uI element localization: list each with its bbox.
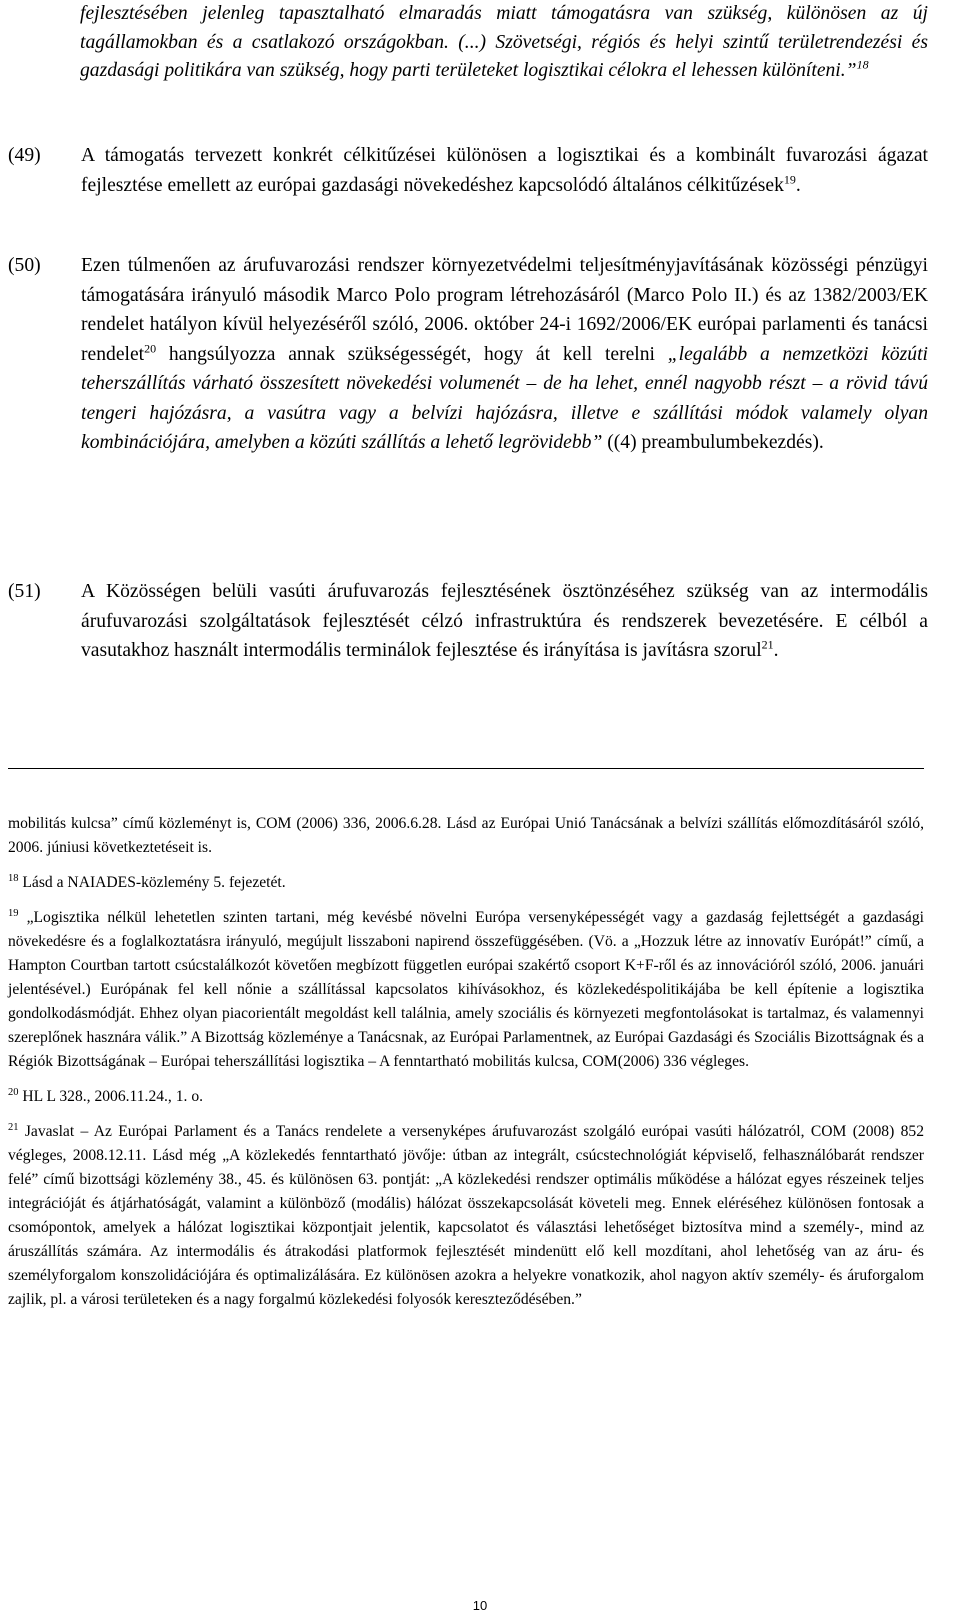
paragraph-50 [8, 251, 928, 458]
paragraph-text: A Közösségen belüli vasúti árufuvarozás fejlesztésének ösztönzéséhez szükség van az intermodális árufuvarozási szolgáltatások fejlesztését célzó infrastruktúra és rendszerek bevezetésére. E célból a vasutakhoz használt intermodális terminálok fejlesztése és irányítása is javításra szorul$^{21}$. [81, 581, 928, 661]
quote-continuation [80, 0, 928, 86]
paragraph-number: (50) [8, 255, 41, 276]
footnote-19: $^{19}$ „Logisztika nélkül lehetetlen szinten tartani, még kevésbé növelni Európa versenyképességét vagy a gazdaság fejlettségét a gazdasági növekedésre és a foglalkoztatásra irányuló, megújult lisszaboni napirend összefüggésében. (Vö. a „Hozzuk létre az innovatív Európát!” című, a Hampton Courtban tartott csúcstalálkozót követően megbízott független európai szakértő csoport K+F-ről és az innovációról szóló, 2006. januári jelentésével.) Európának fel kell nőnie a szállítással kapcsolatos kihívásokhoz, és közlekedéspolitikájába be kell építenie a logisztika gondolkodásmódját. Ehhez olyan piacorientált megoldást kell találnia, amely szociális és környezeti megfontolásokat is tartalmaz, és valamennyi szereplőnek hasznára válik.” A Bizottság közleménye a Tanácsnak, az Európai Parlamentnek, az Európai Gazdasági és Szociális Bizottságnak és a Régiók Bizottságának – Európai teherszállítási logisztika – A fenntartható mobilitás kulcsa, COM(2006) 336 végleges. [8, 907, 924, 1070]
footnote-ref[interactable]: 20 [144, 340, 157, 355]
footnotes [8, 812, 924, 1323]
footnote-18: $^{18}$ Lásd a NAIADES-közlemény 5. fejezetét. [8, 872, 286, 891]
footnote-20: $^{20}$ HL L 328., 2006.11.24., 1. o. [8, 1086, 204, 1105]
page-number: 10 [472, 1598, 488, 1613]
footnote-number: 21 [8, 1121, 19, 1133]
paragraph-text: Ezen túlmenően az árufuvarozási rendszer környezetvédelmi teljesítményjavításának közösségi pénzügyi támogatására irányuló második Marco Polo program létrehozásáról (Marco Polo II.) és az 1382/2003/EK rendelet hatályon kívül helyezéséről szóló, 2006. október 24-i 1692/2006/EK európai parlamenti és tanácsi rendelet$^{20}$ hangsúlyozza annak szükségességét, hogy át kell terelni „legalább a nemzetközi közúti teherszállítás várható összesített növekedési volumenét – de ha lehet, ennél nagyobb részt – a rövid távú tengeri hajózásra, a vasútra vagy a belvízi hajózásra, illetve e szállítási módok valamely olyan kombinációjára, amelyben a közúti szállítás a lehető legrövidebb” ((4) preambulumbekezdés). [81, 255, 928, 453]
quoted-text: „legalább a nemzetközi közúti teherszállítás várható összesített növekedési volumenét – de ha lehet, ennél nagyobb részt – a rövid távú tengeri hajózásra, a vasútra vagy a belvízi hajózásra, illetve e szállítási módok valamely olyan kombinációjára, amelyben a közúti szállítás a lehető legrövidebb” [81, 343, 928, 453]
quote-text: fejlesztésében jelenleg tapasztalható elmaradás miatt támogatásra van szükség, különösen az új tagállamokban és a csatlakozó országokban. (...) Szövetségi, régiós és helyi szintű területrendezési és gazdasági politikára van szükség, hogy parti területeket logisztikai célokra el lehessen különíteni. [80, 3, 928, 81]
footnote-ref[interactable]: 19 [783, 171, 796, 186]
paragraph-number: (51) [8, 581, 41, 602]
footnote-21: $^{21}$ Javaslat – Az Európai Parlament és a Tanács rendelete a versenyképes árufuvarozást szolgáló európai vasúti hálózatról, COM (2008) 852 végleges, 2008.12.11. Lásd még „A közlekedés fenntartható jövője: útban az integrált, csúcstechnológiát képviselő, felhasználóbarát rendszer felé” című bizottsági közlemény 38., 45. és különösen 63. pontját: „A közlekedési rendszer optimális működése a hálózat egyes részeinek teljes integrációját és átjárhatóságát, valamint a különböző (modális) hálózat összekapcsolását követeli meg. Ennek eléréséhez különösen fontosak a csomópontok, amelyek a hálózat logisztikai központjait jelentik, kapcsolatot és választási lehetőséget biztosítva mind a személy-, mind az áruszállítás számára. Az intermodális és átrakodási platformok fejlesztését mindenütt elő kell mozdítani, ahol lehetőség van az áru- és személyforgalom konszolidációjára és optimalizálására. Ez különösen azokra a helyekre vonatkozik, ahol nagyon aktív személy- és áruforgalom zajlik, pl. a városi területeken és a nagy forgalmú közlekedési folyosók kereszteződésében.” [8, 1121, 924, 1308]
paragraph-51 [8, 577, 928, 666]
closing-quote: ” [845, 60, 857, 81]
footnote-number: 19 [8, 907, 19, 919]
footnote-number: 18 [8, 872, 19, 884]
footnote-continuation: mobilitás kulcsa” című közleményt is, COM (2006) 336, 2006.6.28. Lásd az Európai Unió Tanácsának a belvízi szállítás előmozdításáról szóló, 2006. júniusi következtetéseit is. [8, 815, 924, 856]
paragraph-49 [8, 141, 928, 200]
footnote-number: 20 [8, 1086, 19, 1098]
footnote-ref[interactable]: 21 [761, 637, 774, 652]
footnote-ref[interactable]: 18 [856, 57, 869, 72]
footnote-separator [8, 768, 924, 769]
paragraph-number: (49) [8, 145, 41, 166]
paragraph-text: A támogatás tervezett konkrét célkitűzései különösen a logisztikai és a kombinált fuvarozási ágazat fejlesztése emellett az európai gazdasági növekedéshez kapcsolódó általános célkitűzések$^{19}$. [81, 145, 928, 196]
